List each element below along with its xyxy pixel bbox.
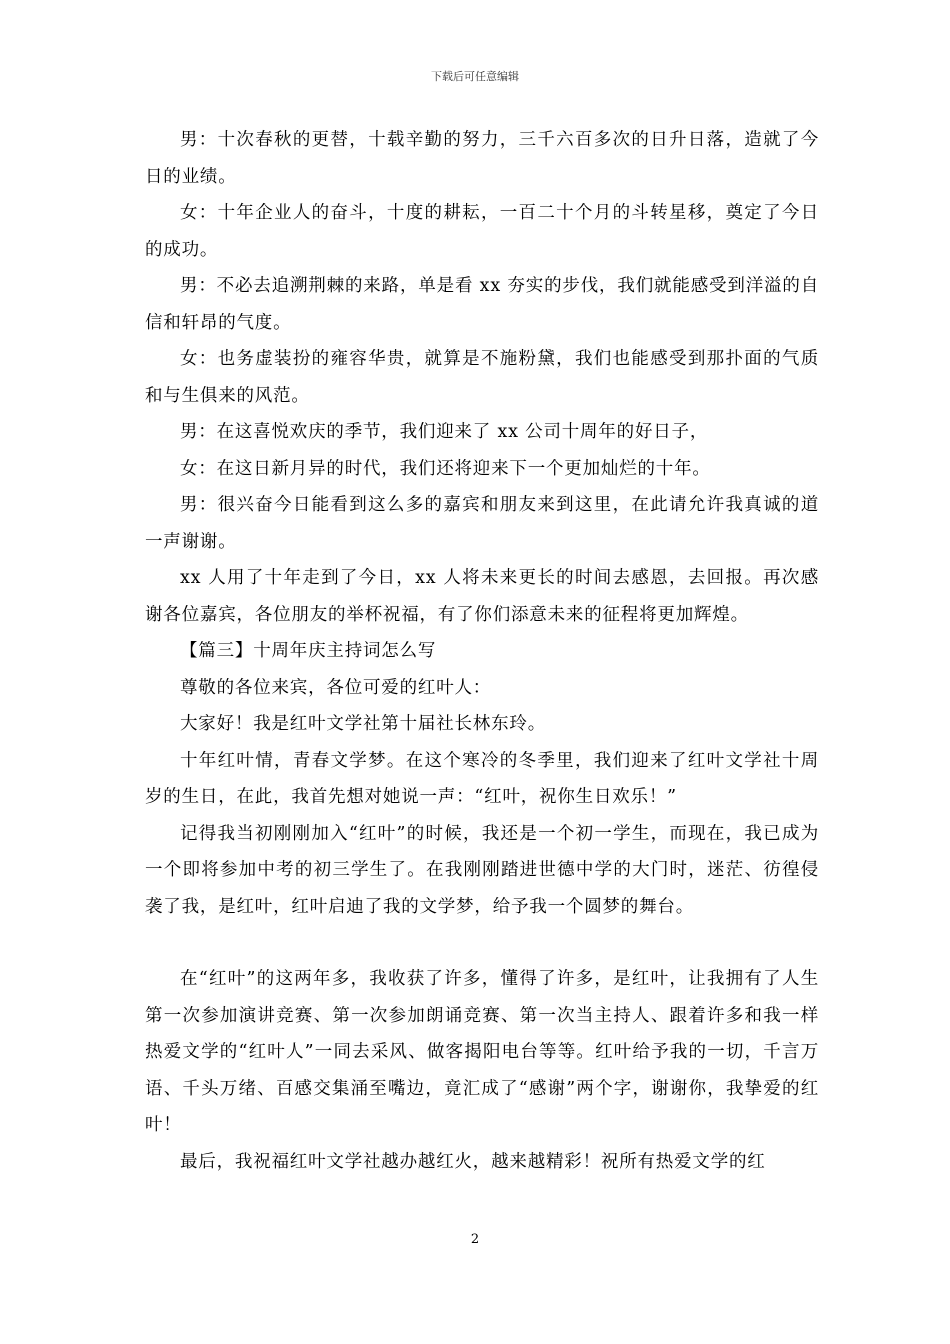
paragraph-13: 记得我当初刚刚加入“红叶”的时候，我还是一个初一学生，而现在，我已成为一个即将参加中考的初三学生了。在我刚刚踏进世德中学的大门时，迷茫、彷徨侵袭了我，是红叶，红叶启迪了我的文学梦，给予我一个圆梦的舞台。 xyxy=(145,823,819,917)
paragraph-2: 女：十年企业人的奋斗，十度的耕耘，一百二十个月的斗转星移，奠定了今日的成功。 xyxy=(145,203,819,260)
paragraph-6: 女：在这日新月异的时代，我们还将迎来下一个更加灿烂的十年。 xyxy=(180,458,711,479)
paragraph-12: 十年红叶情，青春文学梦。在这个寒冷的冬季里，我们迎来了红叶文学社十周岁的生日，在此，我首先想对她说一声：“红叶，祝你生日欢乐！” xyxy=(145,750,819,807)
paragraph-5: 男：在这喜悦欢庆的季节，我们迎来了 xx 公司十周年的好日子， xyxy=(180,422,709,442)
paragraph-15: 最后，我祝福红叶文学社越办越红火，越来越精彩！祝所有热爱文学的红 xyxy=(180,1151,766,1172)
blank-line xyxy=(145,925,819,961)
salutation: 尊敬的各位来宾，各位可爱的红叶人： xyxy=(180,677,492,698)
document-body xyxy=(145,122,819,1180)
paragraph-1: 男：十次春秋的更替，十载辛勤的努力，三千六百多次的日升日落，造就了今日的业绩。 xyxy=(145,130,819,187)
paragraph-3: 男：不必去追溯荆棘的来路，单是看 xx 夯实的步伐，我们就能感受到洋溢的自信和轩昂的气度。 xyxy=(145,276,819,333)
page-number: 2 xyxy=(470,1232,480,1247)
paragraph-7: 男：很兴奋今日能看到这么多的嘉宾和朋友来到这里，在此请允许我真诚的道一声谢谢。 xyxy=(145,495,819,552)
page-header: 下载后可任意编辑 xyxy=(431,70,519,83)
greeting: 大家好！我是红叶文学社第十届社长林东玲。 xyxy=(180,714,546,734)
paragraph-14: 在“红叶”的这两年多，我收获了许多，懂得了许多，是红叶，让我拥有了人生第一次参加演讲竞赛、第一次参加朗诵竞赛、第一次当主持人、跟着许多和我一样热爱文学的“红叶人”一同去采风、做客揭阳电台等等。红叶给予我的一切，千言万语、千头万绪、百感交集涌至嘴边，竟汇成了“感谢”两个字，谢谢你，我挚爱的红叶！ xyxy=(145,969,819,1135)
section-heading: 【篇三】十周年庆主持词怎么写 xyxy=(180,641,437,661)
paragraph-4: 女：也务虚装扮的雍容华贵，就算是不施粉黛，我们也能感受到那扑面的气质和与生俱来的风范。 xyxy=(145,349,819,406)
paragraph-8: xx 人用了十年走到了今日，xx 人将未来更长的时间去感恩，去回报。再次感谢各位嘉宾，各位朋友的举杯祝福，有了你们添意未来的征程将更加辉煌。 xyxy=(145,568,819,625)
